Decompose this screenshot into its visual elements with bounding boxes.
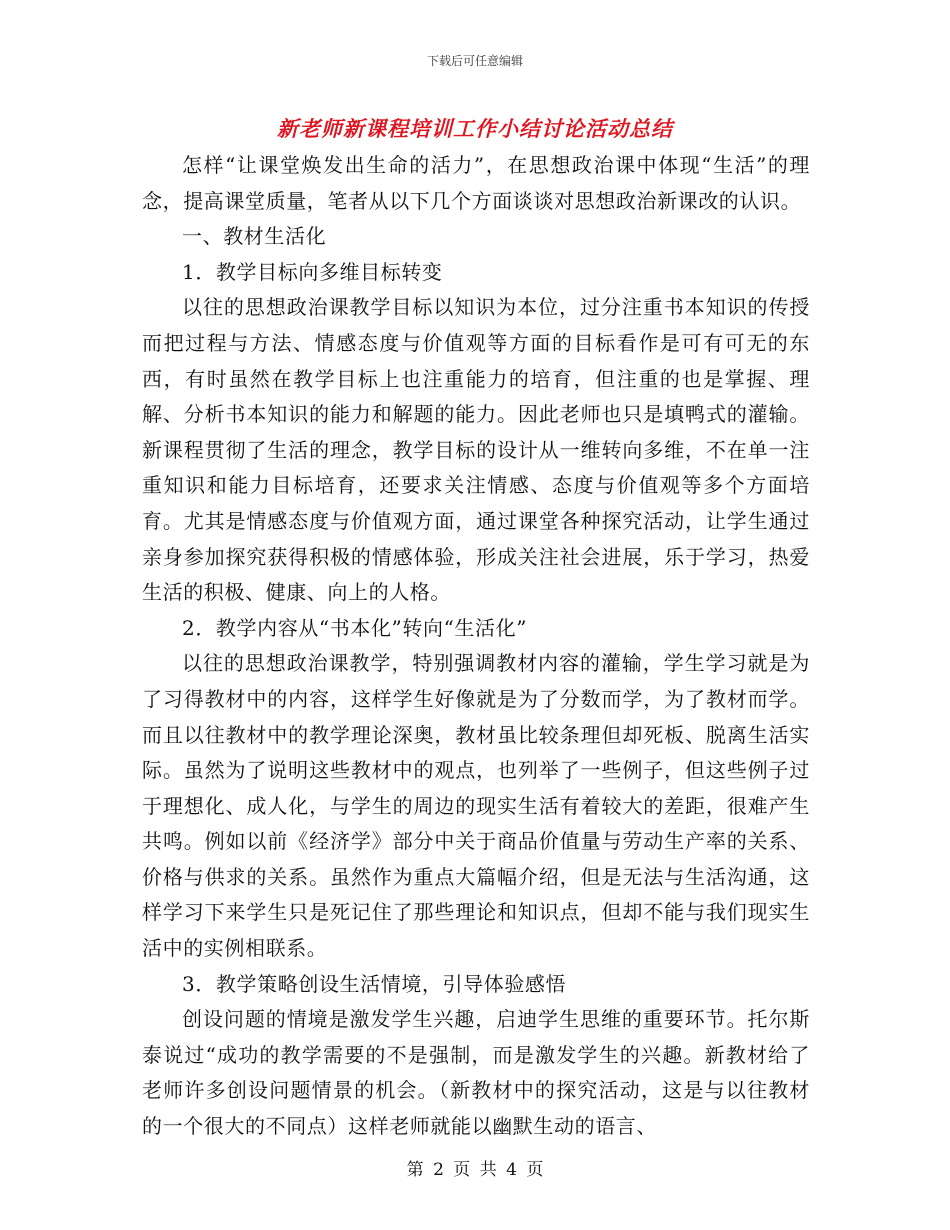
subsection-heading: 2．教学内容从“书本化”转向“生活化”	[182, 615, 528, 640]
paragraph-intro: 怎样“让课堂焕发出生命的活力”，在思想政治课中体现“生活”的理念，提高课堂质量，笔者从以下几个方面谈谈对思想政治新课改的认识。	[142, 153, 810, 213]
document-body	[142, 148, 810, 1145]
subsection-heading: 1．教学目标向多维目标转变	[182, 259, 443, 284]
page-number: 第 2 页 共 4 页	[406, 1160, 544, 1180]
paragraph: 以往的思想政治课教学，特别强调教材内容的灌输，学生学习就是为了习得教材中的内容，这样学生好像就是为了分数而学，为了教材而学。而且以往教材中的教学理论深奥，教材虽比较条理但却死板、脱离生活实际。虽然为了说明这些教材中的观点，也列举了一些例子，但这些例子过于理想化、成人化，与学生的周边的现实生活有着较大的差距，很难产生共鸣。例如以前《经济学》部分中关于商品价值量与劳动生产率的关系、价格与供求的关系。虽然作为重点大篇幅介绍，但是无法与生活沟通，这样学习下来学生只是死记住了那些理论和知识点，但却不能与我们现实生活中的实例相联系。	[142, 651, 810, 961]
paragraph: 创设问题的情境是激发学生兴趣，启迪学生思维的重要环节。托尔斯泰说过“成功的教学需要的不是强制，而是激发学生的兴趣。新教材给了老师许多创设问题情景的机会。（新教材中的探究活动，这是与以往教材的一个很大的不同点）这样老师就能以幽默生动的语言、	[142, 1007, 810, 1139]
section-heading: 一、教材生活化	[182, 224, 327, 249]
header-note: 下载后可任意编辑	[426, 54, 523, 68]
paragraph: 以往的思想政治课教学目标以知识为本位，过分注重书本知识的传授而把过程与方法、情感态度与价值观等方面的目标看作是可有可无的东西，有时虽然在教学目标上也注重能力的培育，但注重的也是掌握、理解、分析书本知识的能力和解题的能力。因此老师也只是填鸭式的灌输。新课程贯彻了生活的理念，教学目标的设计从一维转向多维，不在单一注重知识和能力目标培育，还要求关注情感、态度与价值观等多个方面培育。尤其是情感态度与价值观方面，通过课堂各种探究活动，让学生通过亲身参加探究获得积极的情感体验，形成关注社会进展，乐于学习，热爱生活的积极、健康、向上的人格。	[142, 295, 810, 605]
document-title: 新老师新课程培训工作小结讨论活动总结	[277, 117, 673, 141]
subsection-heading: 3．教学策略创设生活情境，引导体验感悟	[182, 971, 567, 996]
